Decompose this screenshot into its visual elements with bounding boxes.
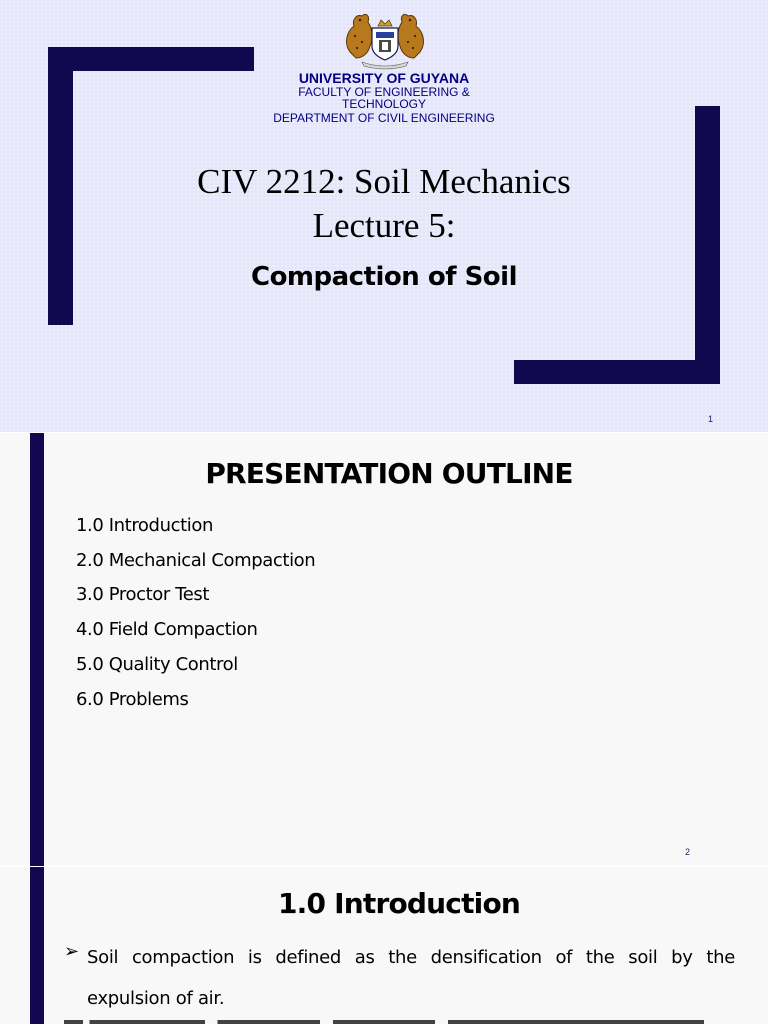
outline-title: PRESENTATION OUTLINE [205, 457, 573, 490]
university-name: UNIVERSITY OF GUYANA [298, 70, 470, 86]
bullet-text [87, 937, 735, 1019]
next-bullet-partial [64, 1012, 704, 1024]
frame-top-left-horizontal [48, 47, 254, 71]
faculty-line: FACULTY OF ENGINEERING & [298, 85, 470, 99]
bullet-text-line: expulsion of air. [87, 988, 225, 1009]
outline-item: 4.0 Field Compaction [76, 619, 258, 641]
frame-bottom-right-horizontal [514, 360, 720, 384]
course-title [0, 160, 768, 248]
outline-slide [0, 433, 768, 866]
faculty-name [0, 86, 768, 110]
title-slide [0, 0, 768, 432]
slide-side-bar [30, 433, 44, 866]
lecture-subtitle: Compaction of Soil [250, 262, 517, 292]
outline-item: 2.0 Mechanical Compaction [76, 549, 316, 571]
bullet-text-line: Soil compaction is defined as the densification of the soil by the [87, 947, 735, 968]
course-code-title: CIV 2212: Soil Mechanics [197, 162, 571, 201]
department-name: DEPARTMENT OF CIVIL ENGINEERING [273, 111, 495, 125]
outline-item: 3.0 Proctor Test [76, 584, 210, 606]
arrow-bullet-icon: ➢ [64, 941, 80, 961]
introduction-title: 1.0 Introduction [277, 887, 521, 920]
faculty-line: TECHNOLOGY [341, 97, 426, 111]
page-number: 2 [685, 847, 691, 857]
outline-item: 6.0 Problems [76, 688, 189, 710]
outline-item: 5.0 Quality Control [76, 653, 238, 675]
outline-list [76, 509, 315, 717]
introduction-slide [0, 867, 768, 1024]
cropped-text-line [64, 1020, 704, 1024]
page-number: 1 [708, 414, 714, 424]
lecture-number: Lecture 5: [312, 206, 456, 245]
outline-item: 1.0 Introduction [76, 515, 213, 536]
university-crest-icon [340, 8, 430, 70]
